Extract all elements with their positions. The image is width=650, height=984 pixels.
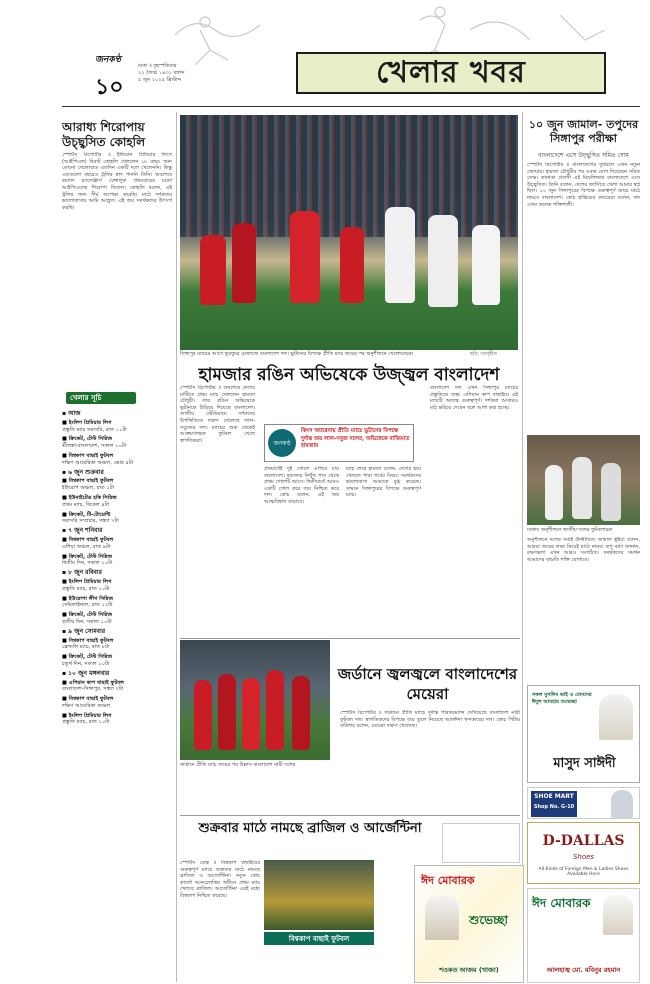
schedule-match (62, 638, 172, 652)
portrait-photo (425, 896, 459, 940)
schedule-detail: শ্রীলঙ্কা-বাংলাদেশ, সকাল ১০টা (62, 443, 127, 450)
schedule-sport: ■ বিশ্বকাপ বাছাই ফুটবল (62, 452, 114, 459)
player-figure (242, 678, 260, 750)
player-figure (340, 227, 364, 303)
stadium-stand (180, 115, 518, 237)
right-story-headline[interactable]: ১০ জুন জামাল- তপুদের সিঙ্গাপুর পরীক্ষা (528, 118, 639, 145)
hero-credit: ছবি: সংগৃহীত (470, 351, 498, 357)
schedule-sport: ■ ইংলিশ প্রিমিয়ার লিগ (62, 419, 112, 426)
eid-sub: শুভেচ্ছা (469, 913, 508, 927)
shoemart-ad[interactable] (527, 787, 640, 819)
main-story-col-1: স্পোর্টস রিপোর্টার ॥ অবশেষে দেশের মাটিতে প্রথম ম্যাচ খেললেন হামজা চৌধুরী। তার রঙিন অভিষেকে ভুটানকে উড়িয়ে দিয়েছে বাংলাদেশ। জাতীয় স্টেডিয়ামে দর্শকদের উপস্থিতিতে দারুণ খেলেছে লাল-সবুজের দল। ম্যাচের শুরু থেকেই আক্রমণাত্মক ফুটবল খেলে স্বাগতিকরা। (180, 385, 255, 444)
issue-line-3: ৫ জুন ২০২৫ খ্রিস্টাব্দ (138, 77, 182, 83)
section-title: খেলার খবর (376, 54, 526, 90)
schedule-detail: সরাসরি সম্প্রচার, সন্ধ্যা ৭টা (62, 518, 119, 525)
schedule-match (62, 654, 172, 668)
player-figure (292, 676, 310, 750)
schedule-sport: ■ এশিয়ান কাপ বাছাই ফুটবল (62, 679, 125, 686)
schedule-match (62, 579, 172, 593)
schedule-match (62, 713, 172, 727)
schedule-detail: বাংলাদেশ-সিঙ্গাপুর, সন্ধ্যা ৭টা (62, 686, 124, 693)
section-divider (180, 815, 520, 816)
shoemart-title: SHOE MART (534, 793, 574, 800)
right-story-photo[interactable] (527, 435, 640, 525)
shoemart-shop: Shop No. G-10 (533, 804, 575, 810)
schedule-sport: ■ ক্রিকেট, টেস্ট সিরিজ (62, 654, 113, 661)
schedule-detail: এশিয়া অঞ্চল, রাত ৯টা (62, 543, 111, 550)
schedule-title: খেলার সূচি (66, 392, 136, 404)
player-figure (218, 674, 236, 750)
schedule-sport: ■ ইংলিশ প্রিমিয়ার লিগ (62, 578, 112, 585)
world-cup-tag: বিশ্বকাপ বাছাই ফুটবল (264, 932, 374, 945)
main-story-col-3: ম্যাচ শেষে হামজা বলেন, দেশের হয়ে খেলতে পারা গর্বের বিষয়। সমর্থকদের ভালোবাসা আমাকে মুগ্ধ করেছে। সামনে সিঙ্গাপুরের বিপক্ষে গুরুত্বপূর্ণ ম্যাচ। (346, 466, 421, 499)
schedule-day-heading: ▪ ৬ জুন শুক্রবার (62, 468, 104, 476)
player-figure (428, 215, 458, 307)
schedule-sport: ■ বিশ্বকাপ বাছাই ফুটবল (62, 536, 114, 543)
masthead (0, 0, 650, 98)
page-number: ১০ (95, 74, 124, 100)
schedule-detail: তৃতীয় দিন, সকাল ১০টা (62, 618, 112, 625)
schedule-match (62, 596, 172, 610)
schedule-detail: ফ্রেন্ডলি ম্যাচ, রাত ৮টা (62, 644, 110, 651)
schedule-detail: প্রস্তুতি ম্যাচ সরাসরি, রাত ১১টা (62, 426, 127, 433)
schedule-day-heading: ▪ ১০ জুন মঙ্গলবার (62, 669, 110, 677)
masthead-divider (62, 106, 640, 107)
right-photo-caption: ঢাকায় অনুশীলনে জাতীয় দলের ফুটবলাররা (527, 527, 613, 533)
hero-photo[interactable] (180, 115, 518, 350)
player-figure (601, 463, 621, 521)
schedule-list (62, 408, 172, 968)
player-figure (266, 670, 284, 750)
right-story-body: স্পোর্টস রিপোর্টার ॥ বাংলাদেশের ফুটবলে এখন নতুন জোয়ার। হামজা চৌধুরীর পর এবার যোগ দিয়েছেন সমিত সোম। কানাডা প্রবাসী এই মিডফিল্ডার বাংলাদেশে এসে উচ্ছ্বসিত। তিনি বলেন, দেশের জার্সিতে খেলা আমার স্বপ্ন ছিল। ১০ জুন সিঙ্গাপুরের বিপক্ষে গুরুত্বপূর্ণ ম্যাচে মাঠে নামবে বাংলাদেশ। কোচ হাভিয়ের কাবরেরা বলেন, দল এখন অনেক শক্তিশালী। (527, 162, 640, 208)
schedule-detail: প্রস্তুতি ম্যাচ, রাত ১০টা (62, 585, 110, 592)
schedule-match (62, 696, 172, 710)
schedule-match (62, 537, 172, 551)
schedule-match (62, 512, 172, 526)
left-story-headline[interactable]: আরাধ্য শিরোপায় উচ্ছ্বসিত কোহলি (62, 120, 146, 149)
issue-date (138, 63, 185, 84)
third-story-body: স্পোর্টস ডেস্ক ॥ বিশ্বকাপ বাছাইয়ের গুরুত্বপূর্ণ ম্যাচে শুক্রবার মাঠে নামছে ব্রাজিল ও আর্জেন্টিনা। নতুন কোচ কার্লো আনচেলত্তির অধীনে প্রথম ম্যাচ খেলবে ব্রাজিল। আর্জেন্টিনা এরই মধ্যে বিশ্বকাপ নিশ্চিত করেছে। (180, 860, 260, 899)
second-story-photo[interactable] (180, 640, 330, 760)
section-title-box (296, 52, 606, 94)
dallas-ad[interactable] (527, 822, 640, 884)
eid2-name: আলহাজ্ব মো. মবিনুর রহমান (546, 966, 621, 974)
third-story-photo[interactable] (264, 860, 374, 930)
schedule-day-heading: ▪ আজ (62, 410, 81, 417)
schedule-match (62, 680, 172, 694)
main-story-col-2: প্রথমার্ধেই দুই গোলে এগিয়ে যায় বাংলাদেশ। হামজার নিখুঁত পাস থেকে প্রথম গোলটি আসে। দ্বিতীয়ার্ধে আরও একটি গোল করে জয় নিশ্চিত করে দল। কোচ বলেন, এই জয় আত্মবিশ্বাস বাড়াবে। (264, 466, 339, 505)
schedule-detail: দ্বিতীয় দিন, সকাল ১০টা (62, 560, 113, 567)
schedule-detail: দক্ষিণ আমেরিকা অঞ্চল, ভোর ৫টা (62, 459, 134, 466)
eid-greeting: ঈদ মোবারক (421, 874, 475, 887)
player-figure (472, 225, 500, 305)
eid-ad-right[interactable] (527, 888, 640, 983)
dallas-name: D-DALLAS (542, 833, 625, 849)
issue-line-1: ঢাকা ॥ বৃহস্পতিবার (138, 63, 177, 69)
schedule-detail: সেমিফাইনাল, রাত ১২টা (62, 602, 113, 609)
eid-name: শওকত আজম (খাজা) (439, 966, 499, 974)
column-rule-right (522, 112, 523, 982)
player-figure (572, 457, 592, 519)
schedule-sport: ■ ইউরোপা লীগ সিরিজ (62, 595, 114, 602)
third-story-headline[interactable]: শুক্রবার মাঠে নামছে ব্রাজিল ও আর্জেন্টিনা (198, 821, 422, 836)
schedule-sport: ■ বিশ্বকাপ বাছাই ফুটবল (62, 637, 114, 644)
schedule-detail: প্রথম ম্যাচ, বিকেল ৪টা (62, 501, 110, 508)
main-story-col-4: বাংলাদেশ দল এখন সিঙ্গাপুর ম্যাচের প্রস্তুতিতে ব্যস্ত। এশিয়ান কাপ বাছাইয়ে এই ম্যাচটি অত্যন্ত গুরুত্বপূর্ণ। দর্শকরা আবারও মাঠ ভরিয়ে দেবেন বলে আশা করা হচ্ছে। (430, 385, 518, 411)
promo-badge: জনকণ্ঠ (268, 429, 296, 457)
second-story-body: স্পোর্টস রিপোর্টার ॥ জর্ডানে প্রীতি ম্যাচে দুর্দান্ত পারফরম্যান্স দেখিয়েছে বাংলাদেশ নারী ফুটবল দল। স্বাগতিকদের বিপক্ষে জয় তুলে নিয়েছে আফঈদা খন্দকারের দল। কোচ পিটার বাটলার বলেন, মেয়েরা দারুণ খেলেছে। (340, 710, 520, 730)
schedule-detail: ইউরোপ অঞ্চল, রাত ১টা (62, 485, 115, 492)
portrait-photo (611, 790, 633, 818)
schedule-sport: ■ ক্রিকেট, টেস্ট সিরিজ (62, 612, 113, 619)
dallas-tagline: All Kinds of Foreign Men & Ladies Shoes Available Here (538, 867, 629, 877)
saidi-greeting: সকল মুসলিম ভাই ও বোনদের ঈদুল আযহার শুভেচ্ছা (532, 692, 592, 705)
second-photo-caption: জর্ডানে প্রীতি ম্যাচ জয়ের পর উল্লাস বাংলাদেশ নারী দলের (180, 762, 296, 768)
schedule-match (62, 612, 172, 626)
saidi-ad[interactable] (527, 685, 640, 783)
eid-ad[interactable] (414, 865, 524, 983)
right-story-subhead: বাংলাদেশে এসে উচ্ছ্বসিত সমিত সোম (538, 152, 629, 159)
right-story-body-2: অনুশীলনে দলের সবাই উজ্জীবিত। জামাল ভূঁইয়া বলেন, আমরা জয়ের লক্ষ্য নিয়েই মাঠে নামব। তপু বর্মণ জানান, রক্ষণভাগ এখন আরও সংগঠিত। সমর্থকদের সমর্থন আমাদের বাড়তি শক্তি যোগাবে। (527, 537, 640, 563)
schedule-match (62, 495, 172, 509)
schedule-detail: চতুর্থ দিন, সকাল ১০টা (62, 660, 110, 667)
player-figure (385, 207, 415, 303)
eid-greeting-right: ঈদ মোবারক (532, 896, 591, 910)
schedule-match (62, 436, 172, 450)
dallas-sub: Shoes (572, 853, 595, 861)
player-figure (545, 465, 563, 520)
schedule-detail: দক্ষিণ আমেরিকা অঞ্চল (62, 702, 111, 709)
saidi-name: মাসুদ সাঈদী (553, 756, 616, 771)
schedule-match (62, 420, 172, 434)
shoemart-label (531, 791, 577, 817)
schedule-sport: ■ বিশ্বকাপ বাছাই ফুটবল (62, 696, 114, 703)
schedule-sport: ■ ক্রিকেট, টেস্ট সিরিজ (62, 553, 113, 560)
main-headline[interactable]: হামজার রঙিন অভিষেকে উজ্জ্বল বাংলাদেশ (198, 365, 500, 385)
schedule-day-heading: ▪ ৯ জুন সোমবার (62, 627, 106, 635)
schedule-day-heading: ▪ ৭ জুন শনিবার (62, 527, 103, 535)
portrait-photo (603, 895, 633, 935)
newspaper-brand[interactable]: জনকণ্ঠ (95, 55, 121, 65)
portrait-photo (599, 694, 633, 740)
schedule-match (62, 453, 172, 467)
player-figure (200, 235, 226, 305)
column-rule-left (176, 112, 177, 982)
schedule-sport: ■ ক্রিকেট, টি-টোয়েন্টি (62, 511, 111, 518)
schedule-detail: প্রস্তুতি ম্যাচ, রাত ১০টা (62, 719, 110, 726)
schedule-sport: ■ ইউনাইটেড হকি সিরিজ (62, 494, 117, 501)
schedule-sport: ■ ক্রিকেট, টেস্ট সিরিজ (62, 436, 113, 443)
player-figure (290, 211, 320, 303)
issue-line-2: ২২ জ্যৈষ্ঠ ১৪৩১ বঙ্গাব্দ (138, 70, 185, 76)
promo-text: কিংস অ্যারেনায় প্রীতি ম্যাচে ভুটানের বিপক্ষে দুর্দান্ত জয় লাল-সবুজ দলের, অভিষেকে বাজিমাত হামজার (301, 428, 410, 449)
left-story-body: স্পোর্টস রিপোর্টার ॥ ইন্ডিয়ান প্রিমিয়ার লিগে (আইপিএল) বিরাট কোহলি খেললেন ১৮ বছর। অন্য কোনো খেলোয়াড় এতদিন একটি দলে খেলেননি। কিন্তু এতগুলো বছরেও ট্রফির স্বাদ পাননি তিনি। অবশেষে রয়্যাল চ্যালেঞ্জার্স বেঙ্গালুরু প্রথমবারের মতো আইপিএলের শিরোপা জিতল। কোহলি বলেন, এই ট্রফির জন্য দীর্ঘ অপেক্ষা করেছি। মাঠে দর্শকদের ভালোবাসায় আমি আপ্লুত। এই জয় সমর্থকদের উৎসর্গ করছি। (62, 152, 172, 211)
schedule-sport: ■ বিশ্বকাপ বাছাই ফুটবল (62, 478, 114, 485)
second-story-headline[interactable]: জর্ডানে জ্বলজ্বলে বাংলাদেশের মেয়েরা (337, 665, 518, 703)
schedule-day-heading: ▪ ৮ জুন রবিবার (62, 569, 102, 577)
small-ad[interactable] (442, 823, 520, 863)
hero-caption: সিঙ্গাপুর ম্যাচের আগে ফুরফুরে মেজাজে বাংলাদেশ দল। ভুটানের বিপক্ষে প্রীতি ম্যাচ জয়ের পর অনুশীলনে খেলোয়াড়রা (180, 351, 413, 357)
schedule-match (62, 554, 172, 568)
player-figure (232, 223, 256, 303)
section-divider (180, 638, 520, 639)
schedule-match (62, 478, 172, 492)
schedule-sport: ■ ইংলিশ প্রিমিয়ার লিগ (62, 712, 112, 719)
promo-box[interactable] (264, 424, 414, 462)
player-figure (194, 680, 212, 750)
